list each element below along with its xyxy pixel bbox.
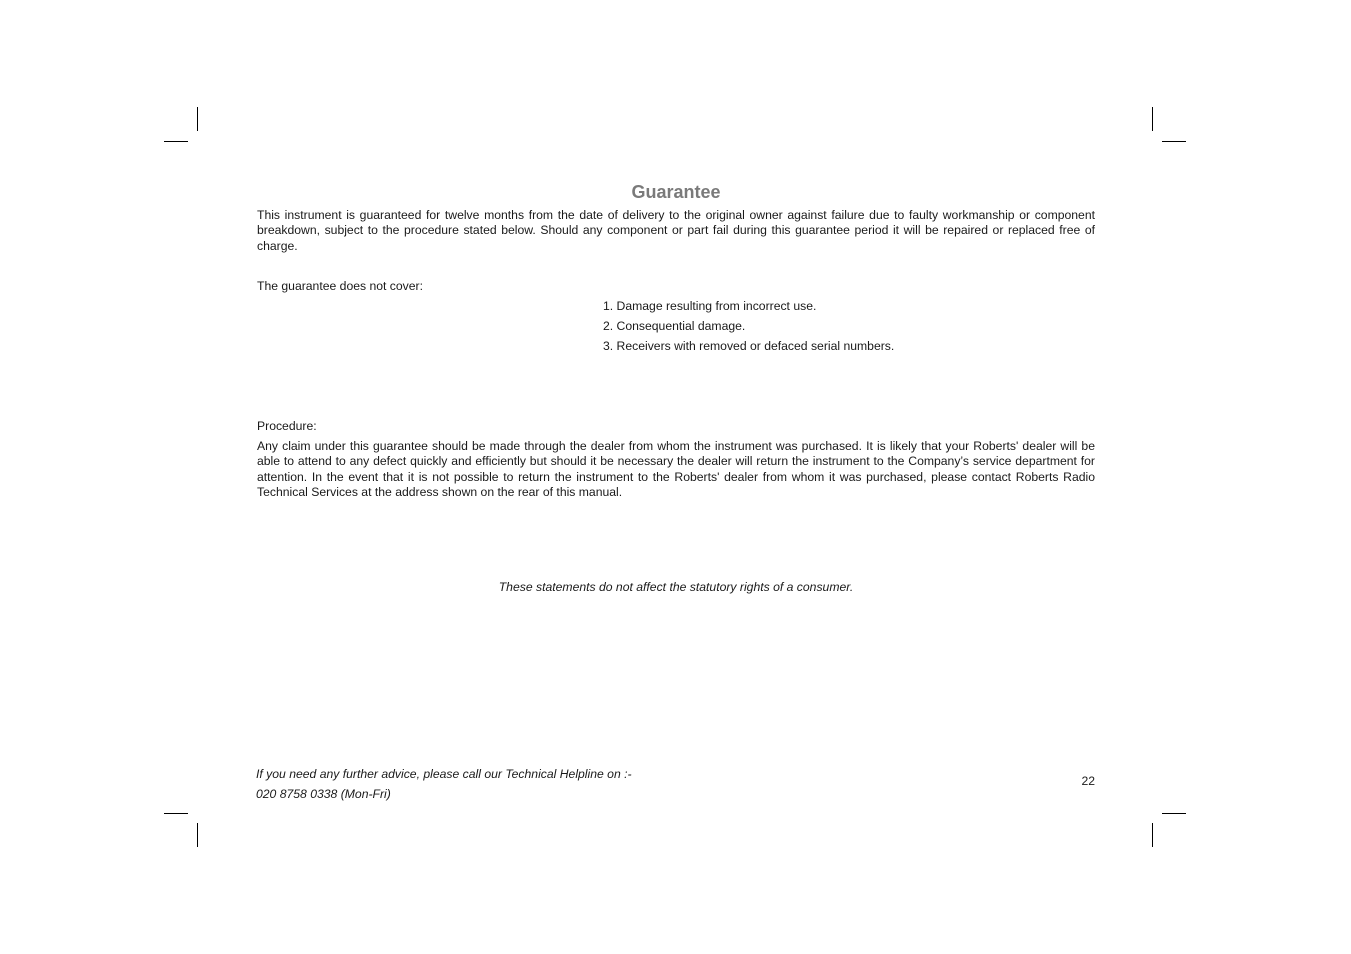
crop-mark	[1152, 823, 1153, 847]
list-item: 2. Consequential damage.	[603, 319, 746, 333]
statutory-note: These statements do not affect the statutory rights of a consumer.	[498, 580, 854, 594]
not-covered-label: The guarantee does not cover:	[257, 279, 423, 293]
exclusions-list	[603, 298, 894, 358]
crop-mark	[197, 823, 198, 847]
procedure-paragraph: Any claim under this guarantee should be made through the dealer from whom the instrument was purchased. It is likely that your Roberts' dealer will be able to attend to any defect quickly and efficiently but should it be necessary the dealer will return the instrument to the Company’s service department for attention. In the event that it is not possible to return the instrument to the Roberts' dealer from whom it was purchased, please contact Roberts Radio Technical Services at the address shown on the rear of this manual.	[257, 439, 1095, 500]
procedure-label: Procedure:	[257, 419, 317, 433]
list-item: 3. Receivers with removed or defaced serial numbers.	[603, 339, 895, 353]
crop-mark	[1162, 141, 1186, 142]
crop-mark	[164, 813, 188, 814]
page-title: Guarantee	[631, 182, 721, 202]
page-number: 22	[1081, 774, 1095, 788]
crop-mark	[197, 107, 198, 131]
helpline-number: 020 8758 0338 (Mon-Fri)	[256, 787, 391, 801]
helpline-text: If you need any further advice, please call our Technical Helpline on :-	[256, 767, 632, 781]
crop-mark	[1152, 107, 1153, 131]
list-item: 1. Damage resulting from incorrect use.	[603, 299, 817, 313]
intro-paragraph: This instrument is guaranteed for twelve months from the date of delivery to the original owner against failure due to faulty workmanship or component breakdown, subject to the procedure stated below. Should any component or part fail during this guarantee period it will be repaired or replaced free of charge.	[257, 208, 1095, 253]
crop-mark	[1162, 813, 1186, 814]
crop-mark	[164, 141, 188, 142]
